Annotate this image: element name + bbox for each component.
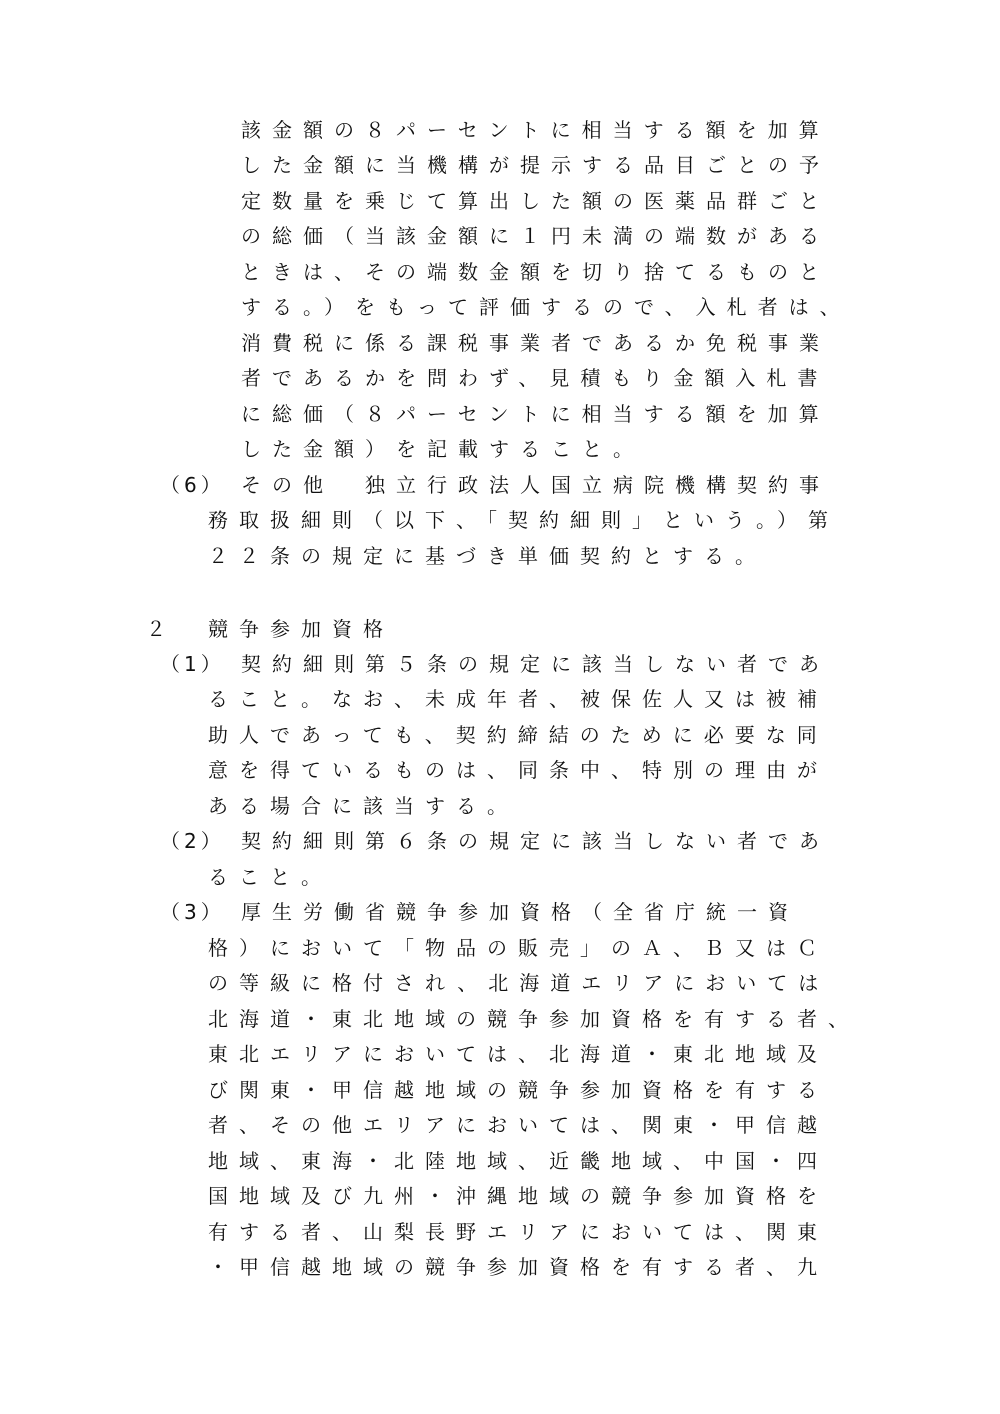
text-line: 北海道・東北地域の競争参加資格を有する者、	[208, 1007, 859, 1031]
text-line: ときは、その端数金額を切り捨てるものと	[241, 260, 830, 284]
item-marker-1: （1）	[160, 652, 225, 676]
text-line: 契約細則第６条の規定に該当しない者であ	[241, 829, 830, 853]
text-line: 地域、東海・北陸地域、近畿地域、中国・四	[208, 1149, 828, 1173]
text-line: する。）をもって評価するので、入札者は、	[241, 295, 851, 319]
text-line: 者であるかを問わず、見積もり金額入札書	[241, 366, 829, 390]
text-line: その他 独立行政法人国立病院機構契約事	[241, 473, 830, 497]
text-line: 定数量を乗じて算出した額の医薬品群ごと	[241, 189, 830, 213]
text-line: した金額）を記載すること。	[241, 437, 644, 461]
text-line: 格）において「物品の販売」のＡ、Ｂ又はＣ	[208, 936, 828, 960]
text-line: 国地域及び九州・沖縄地域の競争参加資格を	[208, 1184, 828, 1208]
text-line: 助人であっても、契約締結のために必要な同	[208, 723, 828, 747]
text-line: 務取扱細則（以下、「契約細則」という。）第	[208, 508, 839, 532]
text-line: の総価（当該金額に１円未満の端数がある	[241, 224, 830, 248]
text-line: 者、その他エリアにおいては、関東・甲信越	[208, 1113, 828, 1137]
section-heading: 競争参加資格	[208, 617, 394, 641]
text-line: ること。なお、未成年者、被保佐人又は被補	[208, 687, 828, 711]
text-line: 該金額の８パーセントに相当する額を加算	[241, 118, 830, 142]
text-line: 契約細則第５条の規定に該当しない者であ	[241, 652, 830, 676]
text-line: に総価（８パーセントに相当する額を加算	[241, 402, 830, 426]
text-line: 厚生労働省競争参加資格（全省庁統一資	[241, 900, 799, 924]
item-marker-6: （6）	[160, 473, 225, 497]
text-line: した金額に当機構が提示する品目ごとの予	[241, 153, 830, 177]
text-line: び関東・甲信越地域の競争参加資格を有する	[208, 1078, 828, 1102]
text-line: ・甲信越地域の競争参加資格を有する者、九	[208, 1255, 828, 1279]
text-line: ること。	[208, 865, 332, 889]
text-line: の等級に格付され、北海道エリアにおいては	[208, 971, 830, 995]
text-line: 有する者、山梨長野エリアにおいては、関東	[208, 1220, 828, 1244]
section-number-2: ２	[146, 617, 170, 641]
item-marker-3: （3）	[160, 900, 225, 924]
text-line: ある場合に該当する。	[208, 794, 518, 818]
text-line: ２２条の規定に基づき単価契約とする。	[208, 544, 766, 568]
text-line: 消費税に係る課税事業者であるか免税事業	[241, 331, 830, 355]
text-line: 意を得ているものは、同条中、特別の理由が	[208, 758, 828, 782]
item-marker-2: （2）	[160, 829, 225, 853]
text-line: 東北エリアにおいては、北海道・東北地域及	[208, 1042, 828, 1066]
